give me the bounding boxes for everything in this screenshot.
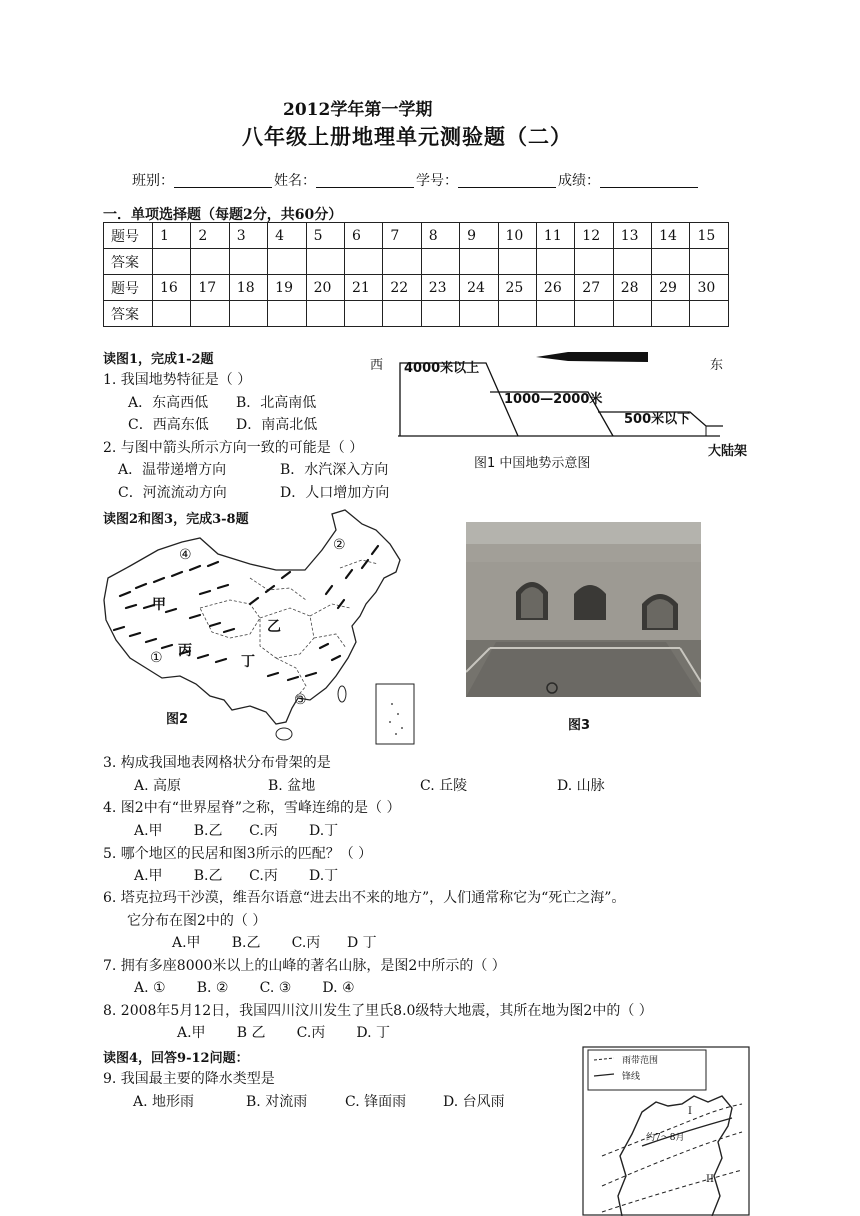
answer-cell[interactable] [344, 301, 382, 327]
score-label: 成绩： [558, 173, 600, 189]
region-label-ding: 丁 [241, 654, 255, 670]
term-heading: 2012学年第一学期 [283, 100, 433, 120]
region-marker-3: ③ [294, 692, 307, 708]
question-number: 30 [690, 275, 729, 301]
question-5-stem: 5. 哪个地区的民居和图3所示的匹配？（ ） [103, 846, 373, 862]
answer-cell[interactable] [613, 301, 651, 327]
legend-front: 锋线 [622, 1072, 641, 1082]
answer-cell[interactable] [536, 249, 574, 275]
answer-cell[interactable] [575, 301, 613, 327]
question-7-stem: 7. 拥有多座8000米以上的山峰的著名山脉，是图2中所示的（ ） [103, 958, 506, 974]
q1-option-b: B．北高南低 [236, 395, 317, 411]
answer-cell[interactable] [191, 301, 229, 327]
question-number: 28 [613, 275, 651, 301]
question-number: 19 [268, 275, 306, 301]
east-label: 东 [710, 358, 724, 373]
question-number: 23 [421, 275, 459, 301]
q3-option-d: D. 山脉 [557, 778, 605, 794]
q3-option-c: C. 丘陵 [420, 778, 468, 794]
question-number: 21 [344, 275, 382, 301]
figure-1-caption: 图1 中国地势示意图 [474, 456, 591, 471]
answer-cell[interactable] [460, 249, 498, 275]
table-row [104, 301, 729, 327]
answer-cell[interactable] [575, 249, 613, 275]
question-4-stem: 4. 图2中有“世界屋脊”之称，雪峰连绵的是（ ） [103, 800, 401, 816]
q9-option-d: D. 台风雨 [443, 1094, 505, 1110]
q4-options: A.甲 B.乙 C.丙 D.丁 [134, 823, 339, 839]
answer-cell[interactable] [383, 301, 421, 327]
question-number: 12 [575, 223, 613, 249]
continental-shelf-label: 大陆架 [708, 444, 748, 459]
q2-option-d: D．人口增加方向 [280, 485, 390, 501]
answer-cell[interactable] [229, 249, 267, 275]
question-number: 6 [344, 223, 382, 249]
q7-options: A. ① B. ② C. ③ D. ④ [134, 980, 355, 996]
question-number: 16 [153, 275, 191, 301]
student-info-line [132, 170, 700, 190]
figure-4-rainbelt-map [582, 1046, 750, 1216]
region-ii-label: II [706, 1174, 714, 1185]
intro-fig2-3: 读图2和图3，完成3-8题 [103, 512, 249, 527]
region-label-bing: 丙 [178, 643, 192, 659]
china-outline-svg [100, 508, 420, 748]
figure-3-photo [466, 522, 701, 697]
figure-2-caption: 图2 [166, 712, 189, 727]
question-number: 20 [306, 275, 344, 301]
q8-options: A.甲 B 乙 C.丙 D. 丁 [177, 1025, 391, 1041]
id-label: 学号： [416, 173, 458, 189]
question-number: 11 [536, 223, 574, 249]
answer-cell[interactable] [536, 301, 574, 327]
south-sea-inset [376, 684, 414, 744]
question-number: 2 [191, 223, 229, 249]
legend-rainbelt: 雨带范围 [622, 1056, 659, 1066]
answer-cell[interactable] [344, 249, 382, 275]
q2-option-c: C．河流流动方向 [118, 485, 227, 501]
elevation-500-label: 500米以下 [624, 412, 691, 427]
q3-option-a: A. 高原 [134, 778, 182, 794]
question-9-stem: 9. 我国最主要的降水类型是 [103, 1071, 275, 1087]
region-label-jia: 甲 [152, 597, 166, 613]
question-6-stem-cont: 它分布在图2中的（ ） [127, 913, 267, 929]
question-number: 24 [460, 275, 498, 301]
answer-cell[interactable] [690, 249, 729, 275]
answer-cell[interactable] [383, 249, 421, 275]
answer-cell[interactable] [460, 301, 498, 327]
answer-cell[interactable] [153, 301, 191, 327]
name-label: 姓名： [274, 173, 316, 189]
question-number: 10 [498, 223, 536, 249]
question-number: 7 [383, 223, 421, 249]
row-label: 答案 [104, 301, 153, 327]
region-label-yi: 乙 [267, 619, 281, 635]
question-number: 4 [268, 223, 306, 249]
q2-option-a: A．温带递增方向 [118, 462, 227, 478]
answer-cell[interactable] [421, 249, 459, 275]
question-number: 17 [191, 275, 229, 301]
q9-option-c: C. 锋面雨 [345, 1094, 407, 1110]
question-number: 15 [690, 223, 729, 249]
question-number: 9 [460, 223, 498, 249]
q1-option-d: D．南高北低 [236, 417, 318, 433]
question-number: 13 [613, 223, 651, 249]
answer-cell[interactable] [153, 249, 191, 275]
question-8-stem: 8. 2008年5月12日，我国四川汶川发生了里氏8.0级特大地震，其所在地为图2中的（ ） [103, 1003, 653, 1019]
section-heading: 一．单项选择题（每题2分，共60分） [103, 207, 343, 223]
answer-cell[interactable] [690, 301, 729, 327]
question-number: 3 [229, 223, 267, 249]
answer-cell[interactable] [306, 249, 344, 275]
answer-cell[interactable] [498, 301, 536, 327]
figure-1-terrain-profile [368, 348, 758, 473]
answer-cell[interactable] [498, 249, 536, 275]
question-number: 8 [421, 223, 459, 249]
q9-option-b: B. 对流雨 [246, 1094, 308, 1110]
answer-cell[interactable] [421, 301, 459, 327]
table-row [104, 275, 729, 301]
id-field[interactable] [458, 173, 556, 188]
row-label: 题号 [104, 275, 153, 301]
class-label: 班别： [132, 173, 174, 189]
direction-arrow [536, 352, 648, 362]
region-marker-2: ② [333, 537, 346, 553]
elevation-4000-label: 4000米以上 [404, 361, 480, 376]
class-field[interactable] [174, 173, 272, 188]
q1-option-c: C．西高东低 [128, 417, 209, 433]
elevation-1000-2000-label: 1000—2000米 [504, 392, 603, 407]
row-label: 答案 [104, 249, 153, 275]
question-6-stem: 6. 塔克拉玛干沙漠，维吾尔语意“进去出不来的地方”，人们通常称它为“死亡之海”。 [103, 890, 626, 906]
q6-options: A.甲 B.乙 C.丙 D 丁 [172, 935, 377, 951]
answer-table [103, 222, 729, 327]
region-i-label: I [688, 1106, 692, 1117]
intro-fig1: 读图1，完成1-2题 [103, 352, 214, 367]
q3-option-b: B. 盆地 [268, 778, 316, 794]
cave-dwelling-photo-svg [466, 522, 701, 697]
question-number: 5 [306, 223, 344, 249]
table-row [104, 223, 729, 249]
question-number: 1 [153, 223, 191, 249]
answer-cell[interactable] [613, 249, 651, 275]
q2-option-b: B．水汽深入方向 [280, 462, 389, 478]
region-marker-1: ① [150, 650, 163, 666]
answer-cell[interactable] [652, 249, 690, 275]
question-3-stem: 3. 构成我国地表网格状分布骨架的是 [103, 755, 331, 771]
table-row [104, 249, 729, 275]
score-field[interactable] [600, 173, 698, 188]
question-number: 14 [652, 223, 690, 249]
question-number: 22 [383, 275, 421, 301]
season-note: 约7～8月 [646, 1133, 685, 1143]
region-marker-4: ④ [179, 547, 192, 563]
q5-options: A.甲 B.乙 C.丙 D.丁 [134, 868, 339, 884]
question-number: 29 [652, 275, 690, 301]
answer-cell[interactable] [306, 301, 344, 327]
page-title: 八年级上册地理单元测验题（二） [242, 124, 572, 149]
answer-cell[interactable] [652, 301, 690, 327]
answer-cell[interactable] [268, 301, 306, 327]
question-number: 27 [575, 275, 613, 301]
figure-3-caption: 图3 [568, 718, 591, 733]
answer-cell[interactable] [229, 301, 267, 327]
row-label: 题号 [104, 223, 153, 249]
west-label: 西 [370, 358, 384, 373]
answer-cell[interactable] [191, 249, 229, 275]
question-number: 26 [536, 275, 574, 301]
question-1-stem: 1. 我国地势特征是（ ） [103, 372, 252, 388]
figure-2-china-map [100, 508, 420, 748]
question-number: 18 [229, 275, 267, 301]
intro-fig4: 读图4，回答9-12问题： [103, 1051, 249, 1066]
q1-option-a: A．东高西低 [128, 395, 209, 411]
question-2-stem: 2. 与图中箭头所示方向一致的可能是（ ） [103, 440, 364, 456]
name-field[interactable] [316, 173, 414, 188]
answer-cell[interactable] [268, 249, 306, 275]
q9-option-a: A. 地形雨 [133, 1094, 195, 1110]
question-number: 25 [498, 275, 536, 301]
